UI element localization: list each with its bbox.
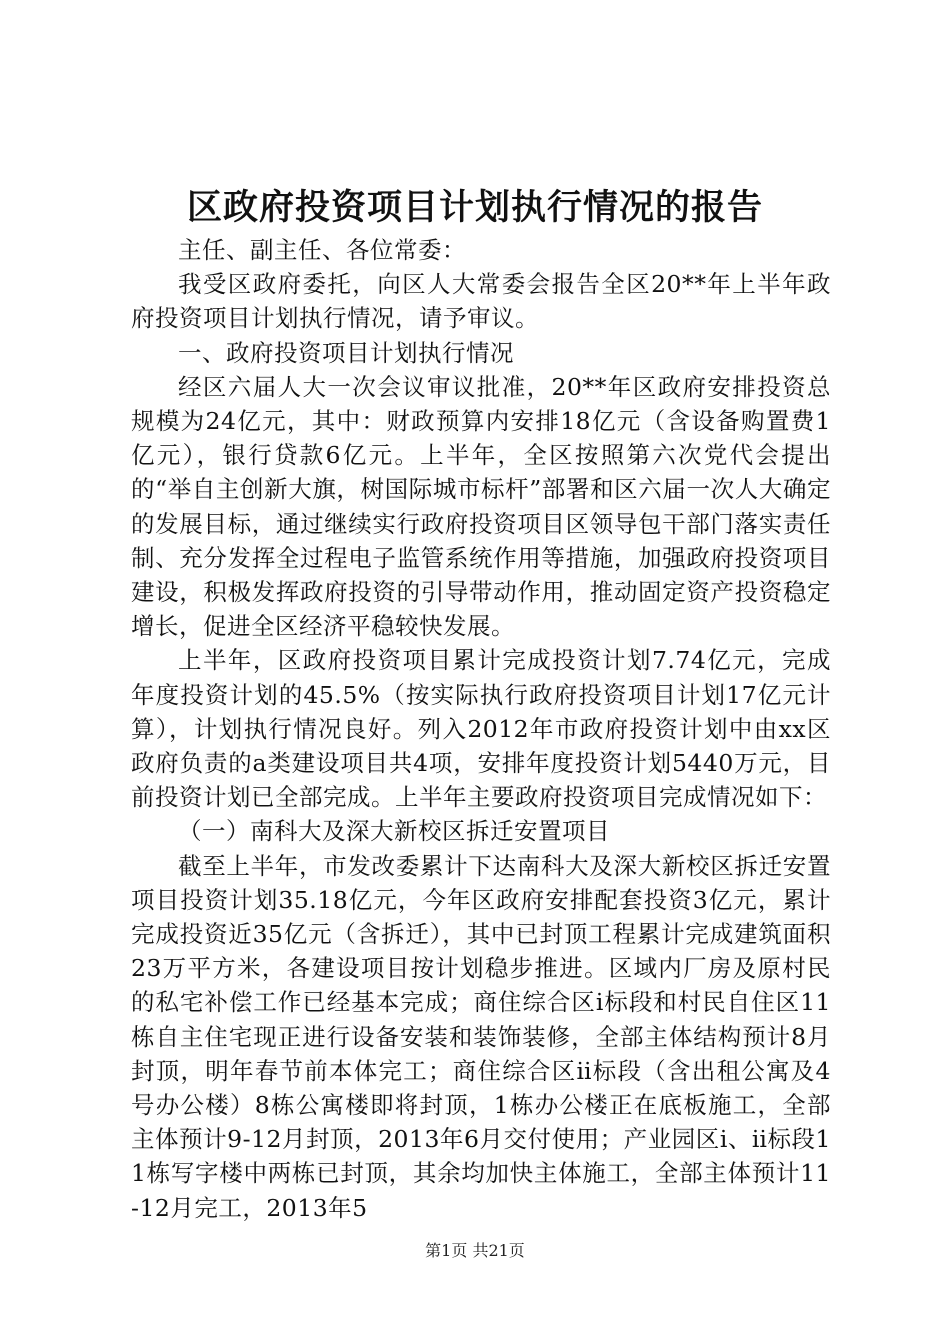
salutation-paragraph: 主任、副主任、各位常委： [178,236,466,264]
subsection-heading-1: （一）南科大及深大新校区拆迁安置项目 [178,817,610,846]
document-title: 区政府投资项目计划执行情况的报告 [186,187,763,228]
page-footer: 第1页 共21页 [425,1241,525,1260]
body-paragraph: 上半年，区政府投资项目累计完成投资计划7.74亿元，完成年度投资计划的45.5%（按实际执行政府投资项目计划17亿元计算），计划执行情况良好。列入2012年市政府投资计划中由xx区政府负责的a类建设项目共4项，安排年度投资计划5440万元，目前投资计划已全部完成。上半年主要政府投资项目完成情况如下： [131,646,831,812]
body-paragraph: 经区六届人大一次会议审议批准，20**年区政府安排投资总规模为24亿元，其中：财政预算内安排18亿元（含设备购置费1亿元），银行贷款6亿元。上半年，全区按照第六次党代会提出的“举自主创新大旗，树国际城市标杆”部署和区六届一次人大确定的发展目标，通过继续实行政府投资项目区领导包干部门落实责任制、充分发挥全过程电子监管系统作用等措施，加强政府投资项目建设，积极发挥政府投资的引导带动作用，推动固定资产投资稳定增长，促进全区经济平稳较快发展。 [131,372,831,641]
document-body [131,233,831,1225]
intro-paragraph: 我受区政府委托，向区人大常委会报告全区20**年上半年政府投资项目计划执行情况，请予审议。 [131,270,831,333]
section-heading-1: 一、政府投资项目计划执行情况 [178,338,514,367]
body-paragraph: 截至上半年，市发改委累计下达南科大及深大新校区拆迁安置项目投资计划35.18亿元，今年区政府安排配套投资3亿元，累计完成投资近35亿元（含拆迁），其中已封顶工程累计完成建筑面积23万平方米，各建设项目按计划稳步推进。区域内厂房及原村民的私宅补偿工作已经基本完成；商住综合区ⅰ标段和村民自住区11栋自主住宅现正进行设备安装和装饰装修，全部主体结构预计8月封顶，明年春节前本体完工；商住综合区ⅱ标段（含出租公寓及4号办公楼）8栋公寓楼即将封顶，1栋办公楼正在底板施工，全部主体预计9-12月封顶，2013年6月交付使用；产业园区ⅰ、ⅱ标段11栋写字楼中两栋已封顶，其余均加快主体施工，全部主体预计11-12月完工，2013年5 [131,851,831,1222]
